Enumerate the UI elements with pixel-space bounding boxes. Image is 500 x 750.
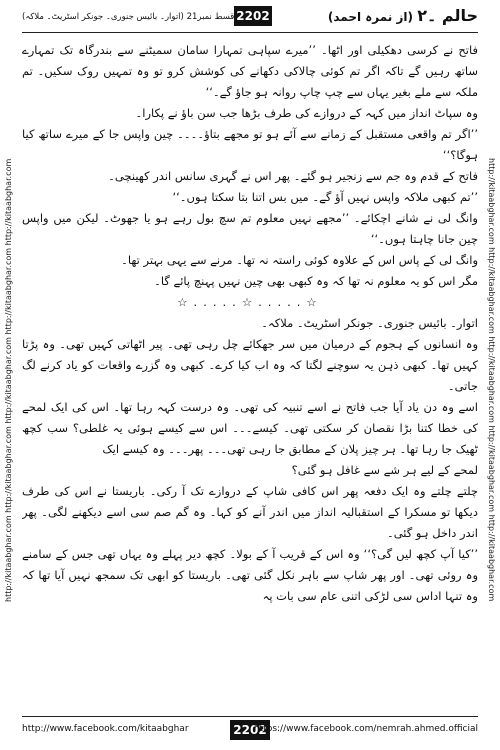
header-page-number: 2202 <box>234 6 272 26</box>
book-title-block <box>328 6 478 25</box>
author-credit: (از نمرہ احمد) <box>327 10 413 24</box>
page-footer <box>22 720 478 742</box>
left-margin-watermark: http://kitaabghar.com http://kitaabghar.com http://kitaabghar.com http://kitaabghar.com http://kitaabghar.com <box>4 158 13 602</box>
footer-divider <box>22 716 478 717</box>
paragraph: ’’تم کبھی ملاکہ واپس نہیں آؤ گے۔ میں بس اتنا بتا سکتا ہوں۔‘‘ <box>172 190 478 204</box>
author-facebook-link[interactable]: https://www.facebook.com/nemrah.ahmed.official <box>253 724 478 734</box>
paragraph: ’’کیا آپ کچھ لیں گی؟‘‘ وہ اس کے قریب آ کے بولا۔ کچھ دیر پہلے وہ یہاں تھی جس کے سامنے وہ روئی تھی۔ اور پھر شاپ سے باہر نکل گئی تھی۔ باریستا کو ابھی تک سمجھ نہیں آیا تھا کہ وہ تنہا اداس سی لڑکی اتنی عام سی بات پہ <box>22 547 478 603</box>
paragraph: لمحے کے لیے ہر شے سے غافل ہو گئی؟ <box>291 463 478 477</box>
paragraph: فاتح نے کرسی دھکیلی اور اٹھا۔ ’’میرے سپاہی تمہارا سامان سمیٹنے سے بندرگاہ تک تمہارے ساتھ رہیں گے تاکہ اگر تم کوئی چالاکی دکھانے کی کوشش کرو تو وہ تمہیں روک سکیں۔ تم ملکہ سے ملے بغیر یہاں سے چپ چاپ روانہ ہو جاؤ گے۔‘‘ <box>22 43 478 99</box>
book-title: حالم ۔۲ <box>417 6 478 25</box>
footer-page-number: 2202 <box>230 720 270 740</box>
right-margin-watermark: http://kitaabghar.com http://kitaabghar.com http://kitaabghar.com http://kitaabghar.com http://kitaabghar.com <box>487 158 496 602</box>
paragraph: مگر اس کو یہ معلوم نہ تھا کہ وہ کبھی بھی چین نہیں پہنچ پائے گا۔ <box>154 274 478 288</box>
paragraph: ’’اگر تم واقعی مستقبل کے زمانے سے آئے ہو تو مجھے بتاؤ۔۔۔۔ چین واپس جا کے میرے ساتھ کیا ہوگا؟‘‘ <box>22 127 478 162</box>
paragraph: فاتح کے قدم وہ جم سے زنجیر ہو گئے۔ پھر اس نے گہری سانس اندر کھینچی۔ <box>108 169 478 183</box>
section-separator: ☆.....☆.....☆ <box>177 295 323 309</box>
episode-info: قسط نمبر21 (اتوار۔ بائیس جنوری۔ جونکر اسٹریٹ۔ ملاکہ) <box>22 12 235 22</box>
paragraph: وہ سپاٹ انداز میں کہہ کے دروازے کی طرف بڑھا جب سن باؤ نے پکارا۔ <box>135 106 478 120</box>
page-body <box>22 40 478 712</box>
paragraph: وانگ لی نے شانے اچکائے۔ ’’مجھے نہیں معلوم تم سچ بول رہے ہو یا جھوٹ۔ لیکن میں واپس چین جانا چاہتا ہوں۔‘‘ <box>22 211 478 246</box>
paragraph: وہ انسانوں کے ہجوم کے درمیان میں سر جھکائے چل رہی تھی۔ پیر اٹھاتی کہیں تھی۔ وہ پڑتا کہیں تھا۔ کبھی ذہن یہ سوچنے لگتا کہ وہ اب کیا کرے۔ کبھی وہ گزرے واقعات کو یاد کرنے لگ جاتی۔ <box>22 337 478 393</box>
header-divider <box>22 32 478 33</box>
page-header <box>22 6 478 30</box>
paragraph: چلتے چلتے وہ ایک دفعہ پھر اس کافی شاپ کے دروازے تک آ رکی۔ باریستا نے اس کی طرف دیکھا تو مسکرا کے استقبالیہ انداز میں اندر آنے کو کہا۔ وہ گم صم سی اسے دیکھنے لگی۔ پھر اندر داخل ہو گئی۔ <box>22 484 478 540</box>
section-heading: اتوار۔ بائیس جنوری۔ جونکر اسٹریٹ۔ ملاکہ۔ <box>261 316 478 330</box>
paragraph: اسے وہ دن یاد آیا جب فاتح نے اسے تنبیہ کی تھی۔ وہ درست کہہ رہا تھا۔ اس کی ایک لمحے کی خطا کتنا بڑا نقصان کر سکتی تھی۔ کیسے۔۔۔ اس سے کیسے ہوئی یہ غلطی؟ سب کچھ ٹھیک جا رہا تھا۔ ہر چیز پلان کے مطابق جا رہی تھی۔۔۔ پھر۔۔۔ وہ کیسے ایک <box>22 400 478 456</box>
paragraph: وانگ لی کے پاس اس کے علاوہ کوئی راستہ نہ تھا۔ مرنے سے یہی بہتر تھا۔ <box>121 253 478 267</box>
kitaabghar-facebook-link[interactable]: http://www.facebook.com/kitaabghar <box>22 724 189 734</box>
